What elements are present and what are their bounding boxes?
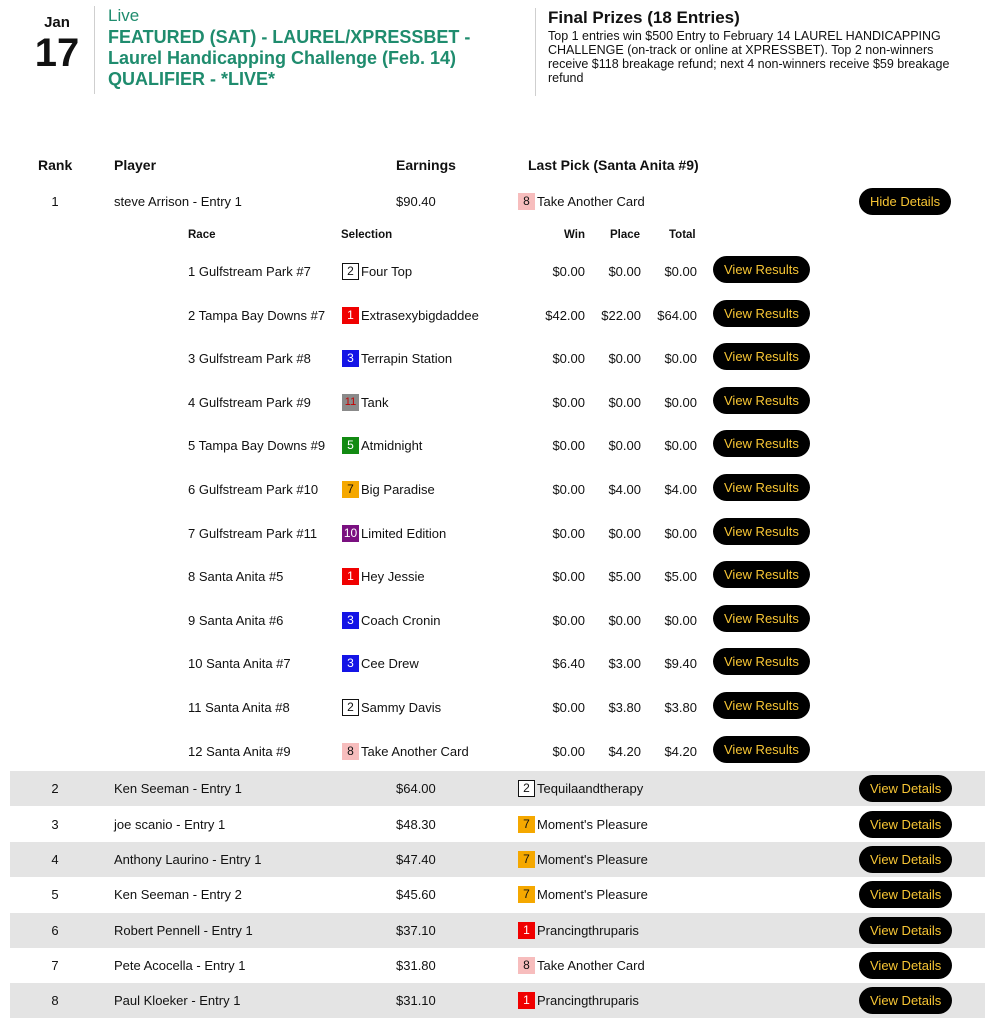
- last-pick-name: Moment's Pleasure: [537, 817, 648, 832]
- last-pick-name: Prancingthruparis: [537, 993, 639, 1008]
- win-amount: $0.00: [552, 482, 585, 497]
- selection-name: Terrapin Station: [361, 351, 453, 367]
- place-amount: $0.00: [608, 264, 641, 279]
- view-details-button[interactable]: View Details: [859, 775, 952, 802]
- standings-row: [10, 771, 985, 806]
- total-amount: $64.00: [657, 307, 697, 323]
- detail-row: [0, 337, 985, 380]
- col-last-pick: Last Pick (Santa Anita #9): [528, 157, 699, 173]
- selection-cell: [342, 525, 446, 542]
- place-amount: $0.00: [608, 612, 641, 628]
- view-details-button[interactable]: View Details: [859, 987, 952, 1014]
- last-pick-name: Take Another Card: [537, 958, 645, 973]
- win-amount: $42.00: [545, 307, 585, 323]
- total-amount: $0.00: [664, 264, 697, 279]
- selection-cell: [342, 612, 441, 629]
- win-amount: $0.00: [552, 700, 585, 715]
- selection-name: Cee Drew: [361, 656, 419, 672]
- total-amount: $0.00: [664, 612, 697, 628]
- win-amount: $6.40: [552, 656, 585, 672]
- rank-cell: 8: [51, 993, 59, 1008]
- place-amount: $0.00: [608, 394, 641, 410]
- detail-row: [0, 381, 985, 424]
- total-amount: $4.20: [664, 743, 697, 759]
- post-number-badge: 3: [342, 655, 359, 672]
- race-name: 7 Gulfstream Park #11: [188, 525, 318, 541]
- detail-col-selection: Selection: [341, 229, 393, 241]
- last-pick-cell: [518, 886, 648, 903]
- event-info: [94, 6, 514, 94]
- detail-col-total: Total: [669, 229, 696, 241]
- post-number-badge: 8: [342, 743, 359, 760]
- earnings-cell: $90.40: [396, 194, 436, 209]
- race-name: 10 Santa Anita #7: [188, 656, 291, 672]
- rank-cell: 3: [51, 817, 59, 832]
- view-details-button[interactable]: View Details: [859, 917, 952, 944]
- race-name: 1 Gulfstream Park #7: [188, 264, 311, 279]
- win-amount: $0.00: [552, 612, 585, 628]
- prizes-panel: [535, 8, 975, 96]
- post-number-badge: 2: [342, 699, 359, 716]
- post-number-badge: 7: [518, 816, 535, 833]
- race-name: 4 Gulfstream Park #9: [188, 394, 311, 410]
- selection-name: Four Top: [361, 264, 413, 279]
- total-amount: $0.00: [664, 394, 697, 410]
- view-results-button[interactable]: View Results: [713, 300, 810, 327]
- standings-row: [10, 842, 985, 877]
- last-pick-cell: [518, 957, 645, 974]
- selection-name: Sammy Davis: [361, 700, 442, 715]
- place-amount: $5.00: [608, 569, 641, 585]
- view-results-button[interactable]: View Results: [713, 518, 810, 545]
- view-details-button[interactable]: View Details: [859, 881, 952, 908]
- detail-row: [0, 512, 985, 555]
- earnings-cell: $48.30: [396, 817, 436, 832]
- total-amount: $5.00: [664, 569, 697, 585]
- hide-details-button[interactable]: Hide Details: [859, 188, 951, 215]
- place-amount: $0.00: [608, 351, 641, 367]
- win-amount: $0.00: [552, 525, 585, 541]
- last-pick-cell: [518, 992, 639, 1009]
- post-number-badge: 2: [518, 780, 535, 797]
- earnings-cell: $47.40: [396, 852, 436, 867]
- race-name: 12 Santa Anita #9: [188, 743, 291, 759]
- selection-cell: [342, 437, 422, 454]
- earnings-cell: $31.10: [396, 993, 436, 1008]
- total-amount: $3.80: [664, 700, 697, 715]
- selection-name: Big Paradise: [361, 482, 435, 497]
- view-results-button[interactable]: View Results: [713, 736, 810, 763]
- total-amount: $0.00: [664, 351, 697, 367]
- win-amount: $0.00: [552, 438, 585, 454]
- total-amount: $9.40: [664, 656, 697, 672]
- race-name: 2 Tampa Bay Downs #7: [188, 307, 326, 323]
- detail-col-place: Place: [610, 229, 641, 241]
- view-details-button[interactable]: View Details: [859, 952, 952, 979]
- detail-row: [0, 250, 985, 293]
- earnings-cell: $64.00: [396, 781, 436, 796]
- selection-cell: [342, 307, 479, 324]
- last-pick-cell: [518, 851, 648, 868]
- standings-row: [10, 913, 985, 948]
- standings-row: [10, 184, 985, 219]
- race-name: 6 Gulfstream Park #10: [188, 482, 319, 497]
- event-title: FEATURED (SAT) - LAUREL/XPRESSBET - Laurel Handicapping Challenge (Feb. 14) QUALIFIER - *LIVE*: [108, 27, 471, 89]
- view-results-button[interactable]: View Results: [713, 561, 810, 588]
- selection-name: Coach Cronin: [361, 612, 441, 628]
- earnings-cell: $31.80: [396, 958, 436, 973]
- view-details-button[interactable]: View Details: [859, 811, 952, 838]
- selection-cell: [342, 655, 419, 672]
- win-amount: $0.00: [552, 394, 585, 410]
- place-amount: $3.00: [608, 656, 641, 672]
- rank-cell: 2: [51, 781, 59, 796]
- total-amount: $0.00: [664, 438, 697, 454]
- post-number-badge: 1: [342, 568, 359, 585]
- place-amount: $0.00: [608, 438, 641, 454]
- selection-cell: [342, 263, 412, 280]
- detail-col-race: Race: [188, 229, 216, 241]
- view-results-button[interactable]: View Results: [713, 387, 810, 414]
- win-amount: $0.00: [552, 569, 585, 585]
- player-name: Robert Pennell - Entry 1: [114, 923, 253, 938]
- post-number-badge: 1: [518, 992, 535, 1009]
- post-number-badge: 7: [342, 481, 359, 498]
- view-results-button[interactable]: View Results: [713, 605, 810, 632]
- race-name: 9 Santa Anita #6: [188, 612, 284, 628]
- selection-cell: [342, 350, 452, 367]
- selection-name: Atmidnight: [361, 438, 423, 454]
- post-number-badge: 3: [342, 612, 359, 629]
- selection-name: Tank: [361, 394, 389, 410]
- standings-row: [10, 877, 985, 912]
- post-number-badge: 11: [342, 394, 359, 411]
- post-number-badge: 7: [518, 886, 535, 903]
- player-name: Anthony Laurino - Entry 1: [114, 852, 262, 867]
- detail-row: [0, 468, 985, 511]
- post-number-badge: 1: [342, 307, 359, 324]
- view-results-button[interactable]: View Results: [713, 256, 810, 283]
- col-player: Player: [114, 157, 157, 173]
- player-name: Paul Kloeker - Entry 1: [114, 993, 241, 1008]
- place-amount: $3.80: [608, 700, 641, 715]
- rank-cell: 6: [51, 923, 59, 938]
- view-results-button[interactable]: View Results: [713, 692, 810, 719]
- rank-cell: 4: [51, 852, 59, 867]
- col-rank: Rank: [38, 157, 73, 173]
- detail-col-win: Win: [564, 229, 585, 241]
- post-number-badge: 7: [518, 851, 535, 868]
- detail-row: [0, 730, 985, 773]
- player-name: joe scanio - Entry 1: [114, 817, 226, 832]
- player-name: Pete Acocella - Entry 1: [114, 958, 246, 973]
- race-name: 3 Gulfstream Park #8: [188, 351, 311, 367]
- post-number-badge: 8: [518, 193, 535, 210]
- post-number-badge: 5: [342, 437, 359, 454]
- view-results-button[interactable]: View Results: [713, 343, 810, 370]
- earnings-cell: $37.10: [396, 923, 436, 938]
- selection-name: Take Another Card: [361, 743, 469, 759]
- last-pick-cell: [518, 780, 643, 797]
- last-pick-name: Moment's Pleasure: [537, 852, 648, 867]
- rank-cell: 5: [51, 887, 59, 902]
- selection-cell: [342, 394, 388, 411]
- player-name: Ken Seeman - Entry 1: [114, 781, 242, 796]
- total-amount: $4.00: [664, 482, 697, 497]
- win-amount: $0.00: [552, 351, 585, 367]
- event-day: 17: [34, 31, 80, 75]
- place-amount: $4.20: [608, 743, 641, 759]
- detail-row: [0, 642, 985, 685]
- selection-cell: [342, 568, 425, 585]
- event-month: Jan: [44, 14, 70, 31]
- selection-cell: [342, 481, 435, 498]
- view-details-button[interactable]: View Details: [859, 846, 952, 873]
- view-results-button[interactable]: View Results: [713, 474, 810, 501]
- event-status: Live: [108, 6, 140, 25]
- player-name: steve Arrison - Entry 1: [114, 194, 242, 209]
- post-number-badge: 10: [343, 525, 358, 540]
- win-amount: $0.00: [552, 743, 585, 759]
- place-amount: $4.00: [608, 482, 641, 497]
- post-number-badge: 1: [518, 922, 535, 939]
- place-amount: $22.00: [601, 307, 641, 323]
- selection-cell: [342, 699, 441, 716]
- last-pick-name: Take Another Card: [537, 194, 645, 209]
- post-number-badge: 2: [342, 263, 359, 280]
- view-results-button[interactable]: View Results: [713, 430, 810, 457]
- detail-row: [0, 424, 985, 467]
- last-pick-name: Prancingthruparis: [537, 923, 639, 938]
- place-amount: $0.00: [608, 525, 641, 541]
- race-name: 8 Santa Anita #5: [188, 569, 284, 585]
- last-pick-cell: [518, 193, 645, 210]
- col-earnings: Earnings: [396, 157, 456, 173]
- win-amount: $0.00: [552, 264, 585, 279]
- selection-name: Hey Jessie: [361, 569, 425, 585]
- post-number-badge: 8: [518, 957, 535, 974]
- player-name: Ken Seeman - Entry 2: [114, 887, 242, 902]
- event-date: [30, 14, 84, 73]
- standings-row: [10, 983, 985, 1018]
- rank-cell: 1: [51, 194, 59, 209]
- last-pick-name: Moment's Pleasure: [537, 887, 648, 902]
- selection-name: Limited Edition: [361, 525, 447, 541]
- detail-row: [0, 599, 985, 642]
- total-amount: $0.00: [664, 525, 697, 541]
- selection-name: Extrasexybigdaddee: [361, 307, 479, 323]
- view-results-button[interactable]: View Results: [713, 648, 810, 675]
- standings-row: [10, 948, 985, 983]
- race-name: 5 Tampa Bay Downs #9: [188, 438, 326, 454]
- post-number-badge: 3: [342, 350, 359, 367]
- selection-cell: [342, 743, 469, 760]
- rank-cell: 7: [51, 958, 59, 973]
- standings-row: [10, 807, 985, 842]
- race-name: 11 Santa Anita #8: [188, 700, 290, 715]
- detail-row: [0, 555, 985, 598]
- prizes-description: Top 1 entries win $500 Entry to February 14 LAUREL HANDICAPPING CHALLENGE (on-track or online at XPRESSBET). Top 2 non-winners receive $118 breakage refund; next 4 non-winners receive $59 breakage refund: [548, 29, 950, 85]
- detail-row: [0, 294, 985, 337]
- prizes-title: Final Prizes (18 Entries): [548, 8, 740, 27]
- last-pick-cell: [518, 922, 639, 939]
- last-pick-name: Tequilaandtherapy: [537, 781, 644, 796]
- detail-row: [0, 686, 985, 729]
- earnings-cell: $45.60: [396, 887, 436, 902]
- last-pick-cell: [518, 816, 648, 833]
